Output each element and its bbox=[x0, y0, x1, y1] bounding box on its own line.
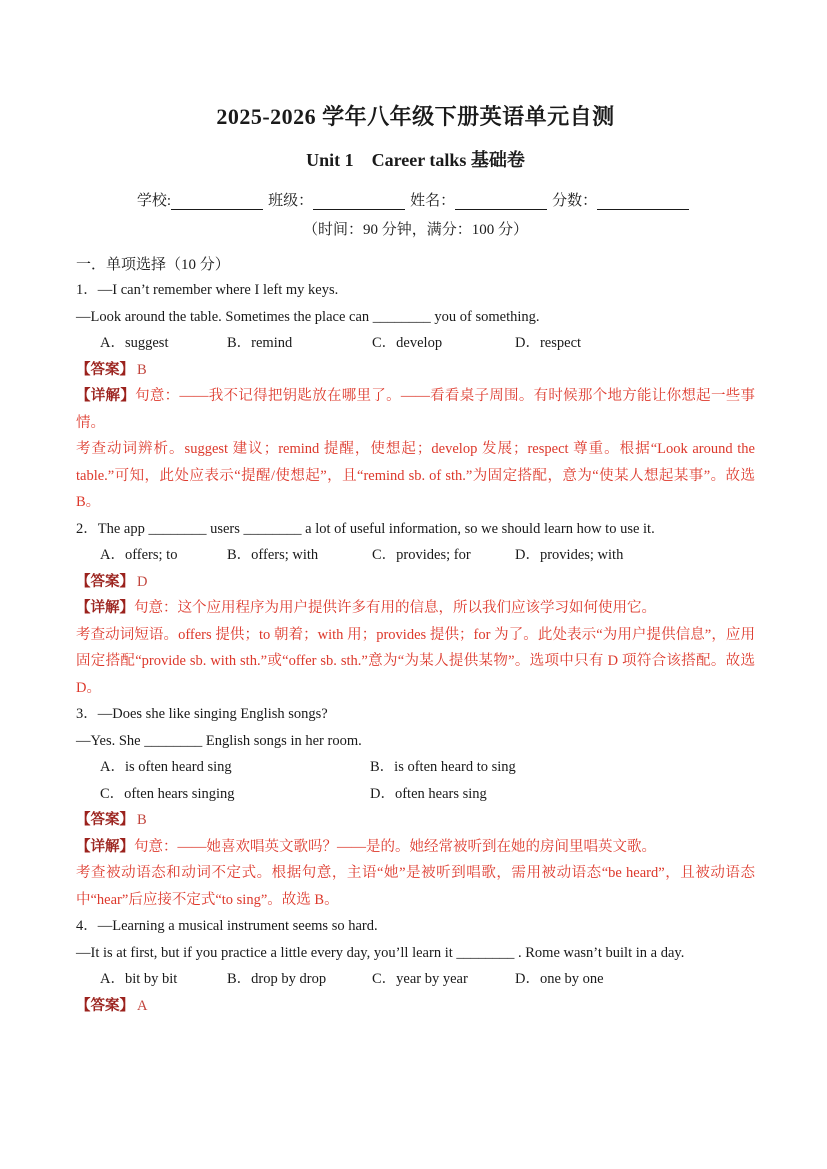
option-item: D．often hears sing bbox=[370, 785, 487, 802]
info-field-school bbox=[137, 189, 268, 210]
explanation-paragraph: 考查动词短语。offers 提供；to 朝着；with 用；provides 提供；for 为了。此处表示“为用户提供信息”，应用固定搭配“provide sb. with sth.”或“offer sb. sth.”意为“为某人提供某物”。选项中只有 D 项符合该搭配。故选 D。 bbox=[76, 626, 755, 696]
question-block bbox=[76, 913, 755, 1019]
explanation-text: 句意：这个应用程序为用户提供许多有用的信息，所以我们应该学习如何使用它。 bbox=[134, 600, 656, 616]
question-stem-line: —Yes. She ________ English songs in her room. bbox=[76, 732, 362, 749]
question-stem-line: —It is at first, but if you practice a little every day, you’ll learn it ________ . Rome wasn’t built in a day. bbox=[76, 944, 685, 961]
answer-label: 【答案】 bbox=[76, 361, 134, 378]
info-line bbox=[76, 189, 755, 210]
explanation-paragraph: 考查动词辨析。suggest 建议；remind 提醒，使想起；develop 发展；respect 尊重。根据“Look around the table.”可知，此处应表示“提醒/使想起”，且“remind sb. of sth.”为固定搭配，意为“使某人想起某事”。故选 B。 bbox=[76, 441, 755, 510]
answer-letter: D bbox=[137, 573, 148, 590]
question-number: 3． bbox=[76, 706, 98, 722]
info-label-score: 分数： bbox=[552, 193, 598, 209]
answer-line bbox=[76, 807, 755, 834]
info-field-class bbox=[268, 189, 410, 210]
option-item: D．provides; with bbox=[515, 547, 624, 563]
option-item: A．bit by bit bbox=[100, 971, 178, 987]
explanation-label: 【详解】 bbox=[76, 388, 136, 404]
info-field-name bbox=[410, 189, 552, 210]
option-item: A．offers; to bbox=[100, 547, 178, 563]
section-heading: 一．单项选择（10 分） bbox=[76, 257, 230, 273]
answer-letter: A bbox=[137, 997, 148, 1014]
answer-line bbox=[76, 569, 755, 596]
question-block bbox=[76, 701, 755, 913]
explanation-paragraph: 考查被动语态和动词不定式。根据句意，主语“她”是被听到唱歌，需用被动语态“be heard”，且被动语态中“hear”后应接不定式“to sing”。故选 B。 bbox=[76, 865, 755, 908]
stem-text: The app ________ users ________ a lot of useful information, so we should learn how to use it. bbox=[97, 520, 655, 537]
question-stem-line: —Look around the table. Sometimes the place can ________ you of something. bbox=[76, 308, 540, 325]
option-item: C．provides; for bbox=[372, 547, 471, 563]
answer-letter: B bbox=[137, 812, 147, 828]
time-limit-line: （时间：90 分钟，满分：100 分） bbox=[302, 222, 528, 238]
question-stem-line bbox=[76, 277, 755, 304]
question-stem-line bbox=[76, 913, 755, 940]
options-row bbox=[76, 966, 755, 993]
option-item: B．is often heard to sing bbox=[370, 759, 516, 775]
explanation-text: 句意：——她喜欢唱英文歌吗？——是的。她经常被听到在她的房间里唱英文歌。 bbox=[134, 838, 656, 855]
info-label-name: 姓名： bbox=[410, 193, 456, 209]
option-item: A．suggest bbox=[100, 335, 169, 351]
explanation-text: 句意：——我不记得把钥匙放在哪里了。——看看桌子周围。有时候那个地方能让你想起一些事情。 bbox=[76, 388, 756, 431]
option-item: C．often hears singing bbox=[100, 785, 235, 802]
explanation-paragraph bbox=[76, 595, 755, 622]
explanation-paragraph bbox=[76, 383, 755, 436]
answer-label: 【答案】 bbox=[76, 997, 134, 1014]
stem-text: —Does she like singing English songs? bbox=[97, 706, 328, 722]
question-block bbox=[76, 516, 755, 702]
score-blank-line bbox=[597, 195, 689, 210]
explanation-paragraph bbox=[76, 834, 755, 861]
stem-text: —Learning a musical instrument seems so hard. bbox=[97, 918, 378, 934]
option-item: B．remind bbox=[227, 335, 293, 351]
options-grid bbox=[76, 754, 755, 807]
option-item: C．year by year bbox=[372, 971, 468, 987]
info-field-score bbox=[552, 189, 694, 210]
question-number: 4． bbox=[76, 918, 98, 934]
school-blank-line bbox=[171, 195, 263, 210]
answer-line bbox=[76, 357, 755, 384]
page-subtitle: Unit 1 Career talks 基础卷 bbox=[306, 150, 525, 170]
question-number: 1． bbox=[76, 282, 98, 298]
class-blank-line bbox=[313, 195, 405, 210]
answer-letter: B bbox=[137, 361, 147, 378]
explanation-label: 【详解】 bbox=[76, 838, 134, 855]
answer-label: 【答案】 bbox=[76, 573, 134, 590]
info-label-class: 班级： bbox=[268, 193, 314, 209]
question-stem-line bbox=[76, 701, 755, 728]
options-row bbox=[76, 330, 755, 357]
option-item: B．offers; with bbox=[227, 547, 319, 563]
info-label-school: 学校: bbox=[136, 193, 172, 209]
option-item: D．respect bbox=[515, 335, 582, 351]
name-blank-line bbox=[455, 195, 547, 210]
page-title: 2025-2026 学年八年级下册英语单元自测 bbox=[216, 104, 615, 129]
options-row bbox=[76, 542, 755, 569]
option-item: C．develop bbox=[372, 335, 443, 351]
question-stem-line bbox=[76, 516, 755, 543]
explanation-label: 【详解】 bbox=[76, 600, 134, 616]
answer-label: 【答案】 bbox=[76, 812, 134, 828]
option-item: B．drop by drop bbox=[227, 971, 327, 987]
option-item: D．one by one bbox=[515, 971, 604, 987]
stem-text: —I can’t remember where I left my keys. bbox=[97, 282, 339, 298]
option-item: A．is often heard sing bbox=[100, 759, 232, 775]
question-number: 2． bbox=[76, 520, 98, 537]
question-block bbox=[76, 277, 755, 516]
answer-line bbox=[76, 993, 755, 1020]
